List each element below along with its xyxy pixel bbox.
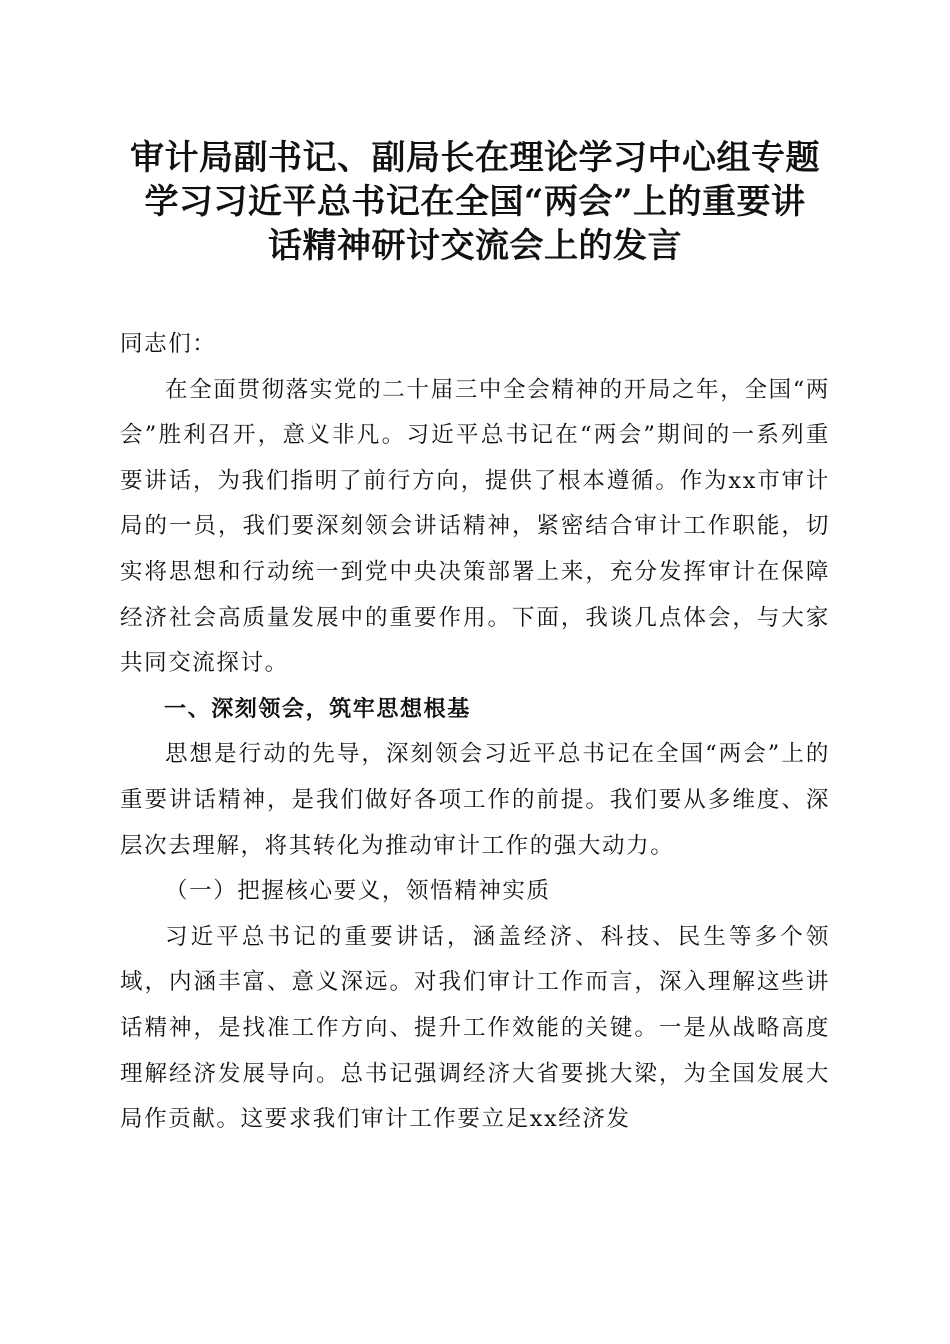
document-title bbox=[100, 136, 850, 268]
subsection-1-heading: （一）把握核心要义，领悟精神实质 bbox=[165, 878, 551, 905]
section-1-heading: 一、深刻领会，筑牢思想根基 bbox=[164, 696, 471, 722]
document-body bbox=[120, 322, 830, 1143]
salutation: 同志们： bbox=[120, 331, 217, 357]
intro-paragraph: 在全面贯彻落实党的二十届三中全会精神的开局之年，全国“两会”胜利召开，意义非凡。习近平总书记在“两会”期间的一系列重要讲话，为我们指明了前行方向，提供了根本遵循。作为xx市审计局的一员，我们要深刻领会讲话精神，紧密结合审计工作职能，切实将思想和行动统一到党中央决策部署上来，充分发挥审计在保障经济社会高质量发展中的重要作用。下面，我谈几点体会，与大家共同交流探讨。 bbox=[120, 376, 830, 677]
title-line-2: 学习习近平总书记在全国“两会”上的重要讲 bbox=[144, 182, 806, 222]
section-1-paragraph: 思想是行动的先导，深刻领会习近平总书记在全国“两会”上的重要讲话精神，是我们做好各项工作的前提。我们要从多维度、深层次去理解，将其转化为推动审计工作的强大动力。 bbox=[120, 741, 830, 859]
subsection-1-paragraph: 习近平总书记的重要讲话，涵盖经济、科技、民生等多个领域，内涵丰富、意义深远。对我们审计工作而言，深入理解这些讲话精神，是找准工作方向、提升工作效能的关键。一是从战略高度理解经济发展导向。总书记强调经济大省要挑大梁，为全国发展大局作贡献。这要求我们审计工作要立足xx经济发 bbox=[120, 923, 830, 1133]
title-line-3: 话精神研讨交流会上的发言 bbox=[268, 226, 682, 266]
title-line-1: 审计局副书记、副局长在理论学习中心组专题 bbox=[130, 138, 820, 178]
